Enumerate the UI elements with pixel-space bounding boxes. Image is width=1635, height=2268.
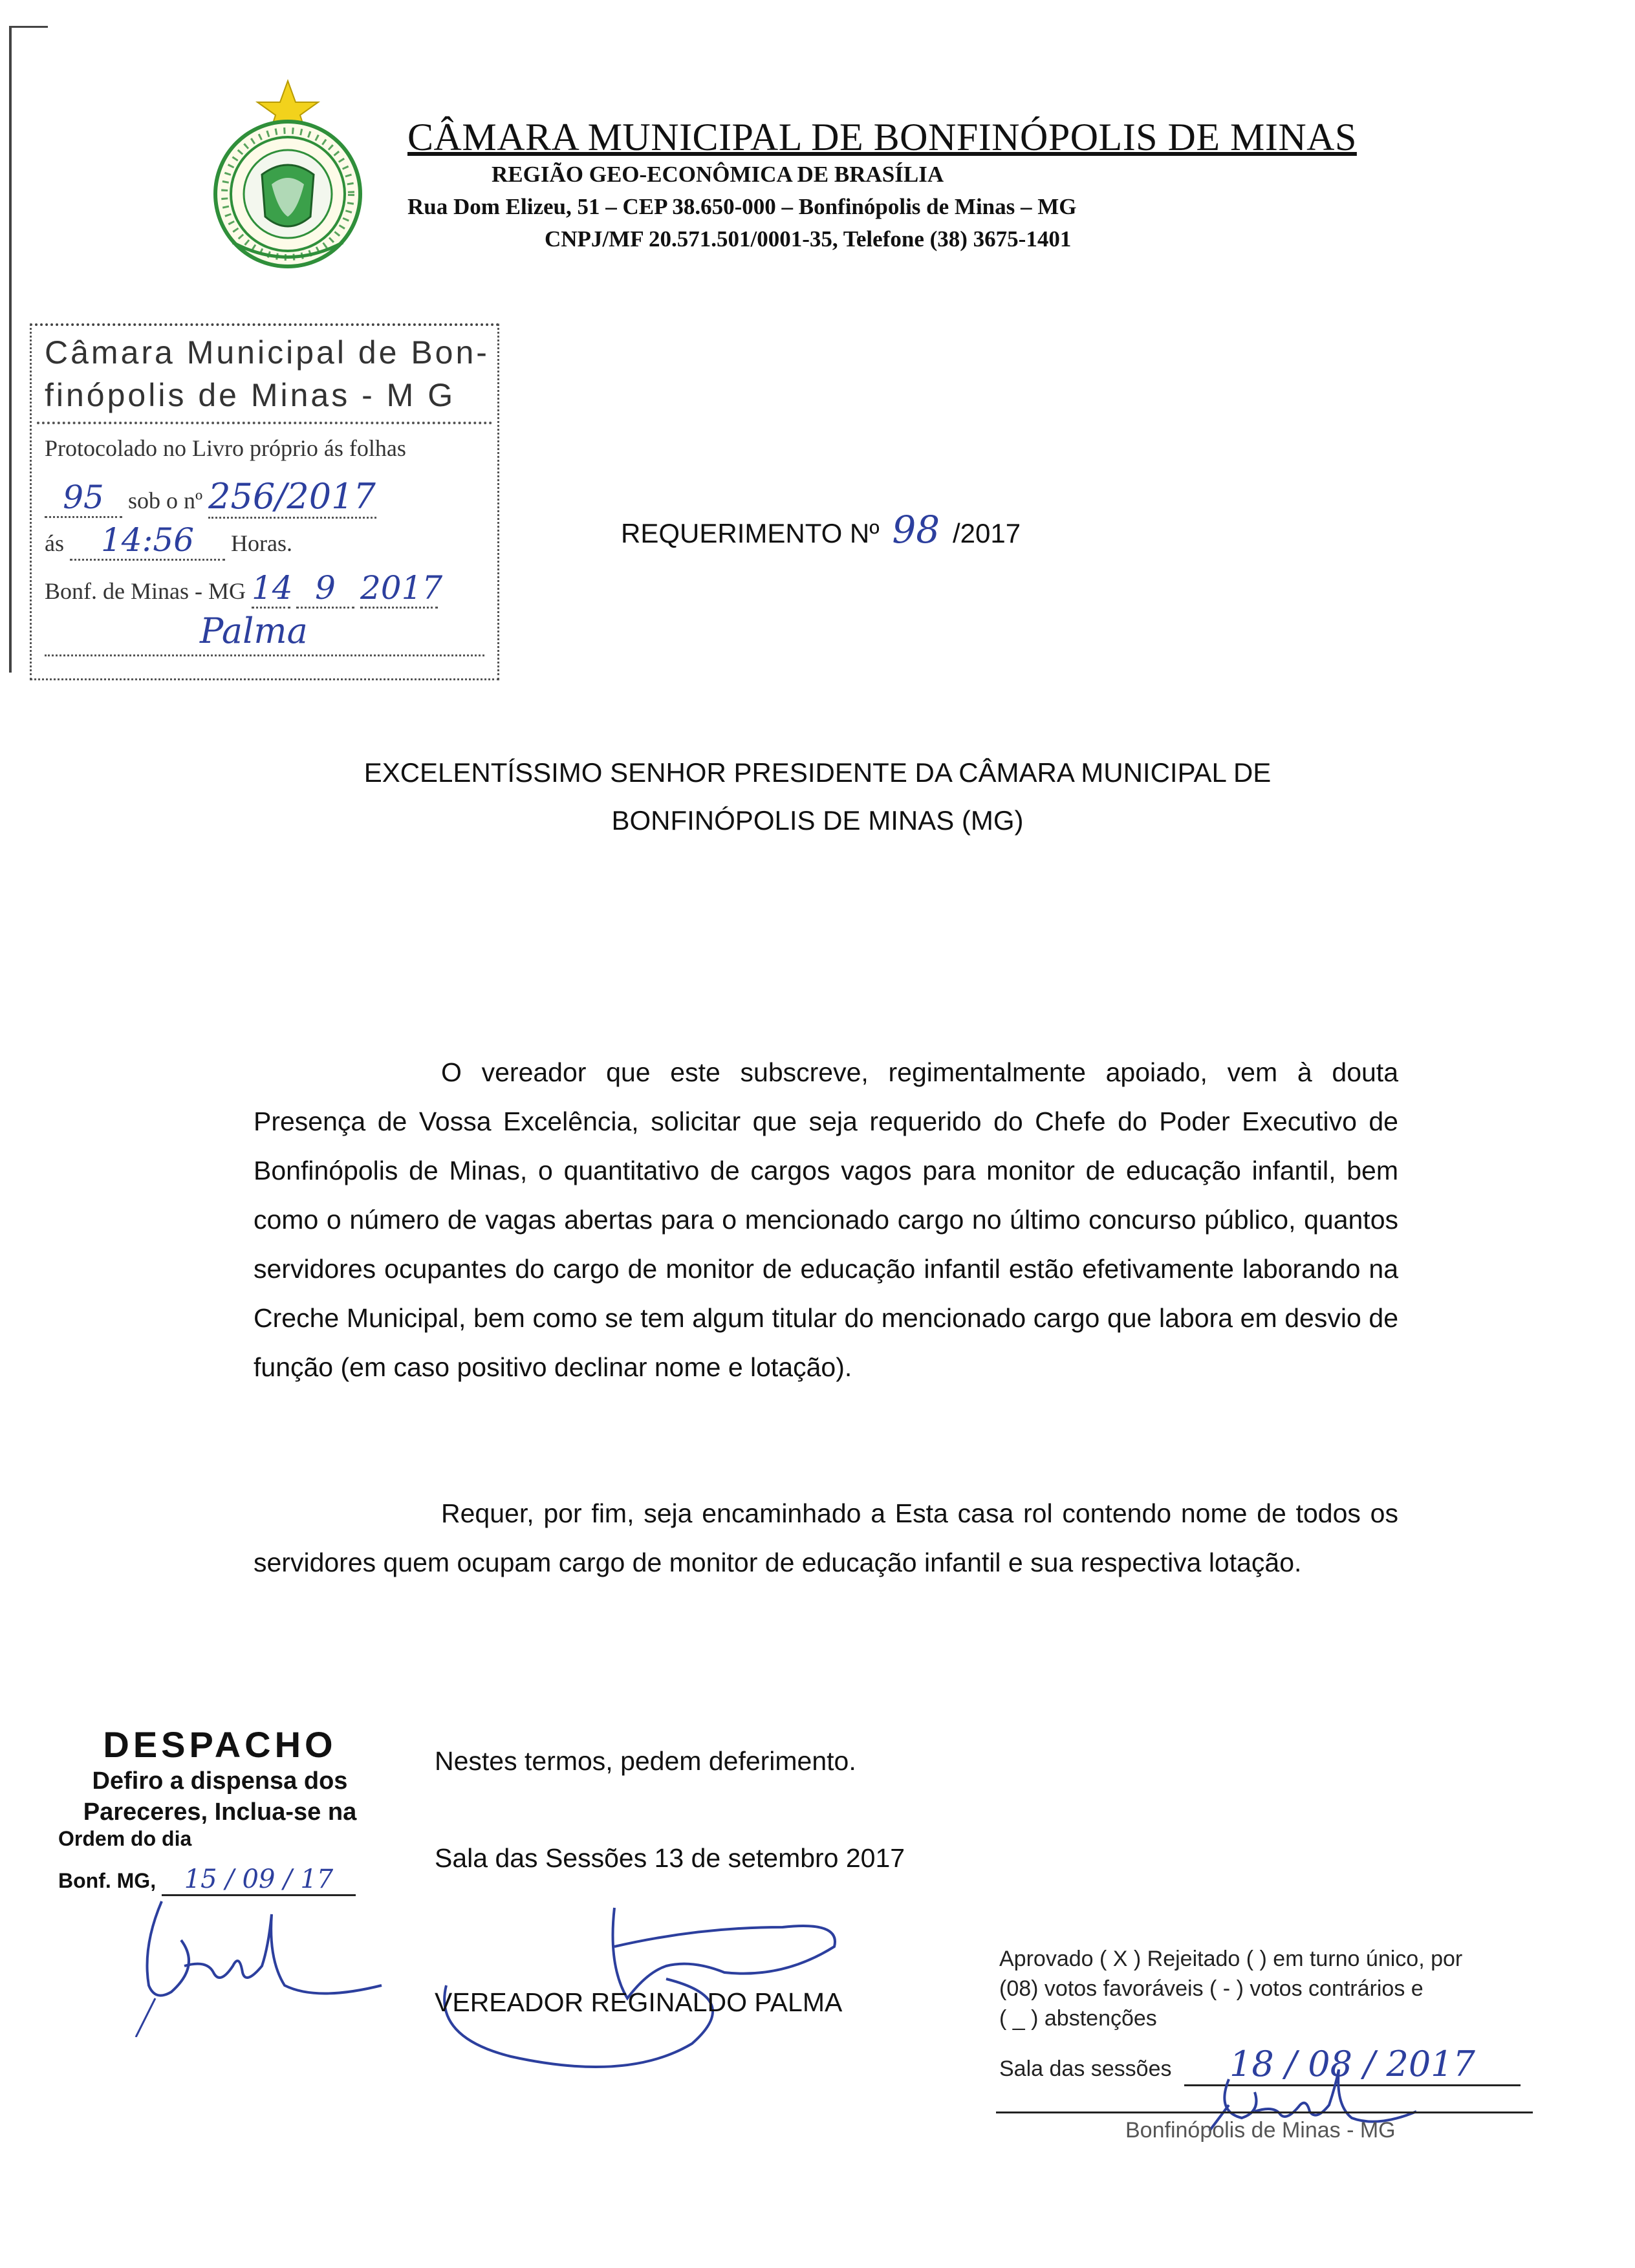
stamp-time-line xyxy=(45,521,292,561)
body-paragraph-1-text: O vereador que este subscreve, regimentalmente apoiado, vem à douta Presença de Vossa Excelência, solicitar que seja requerido do Chefe do Poder Executivo de Bonfinópolis de Minas, o quantitativo de cargos vagos para monitor de educação infantil, bem como o número de vagas abertas para o mencionado cargo no último concurso público, quantos servidores ocupantes do cargo de monitor de educação infantil estão efetivamente laborando na Creche Municipal, bem como se tem algum titular do mencionado cargo que labora em desvio de função (em caso positivo declinar nome e lotação). xyxy=(254,1057,1398,1382)
requerimento-label: REQUERIMENTO Nº xyxy=(621,518,880,548)
despacho-line3: Ordem do dia xyxy=(58,1827,192,1850)
requerimento-number: 98 xyxy=(892,508,940,552)
municipal-seal-icon xyxy=(194,78,382,272)
scan-edge-left xyxy=(9,26,12,673)
stamp-horas-label: Horas. xyxy=(231,530,292,556)
despacho-line2: Pareceres, Inclua-se na xyxy=(83,1798,357,1826)
stamp-sob-label: sob o nº xyxy=(128,488,203,513)
despacho-date: 15 / 09 / 17 xyxy=(162,1864,356,1896)
protocol-stamp xyxy=(30,323,499,680)
body-paragraph-2 xyxy=(254,1489,1398,1587)
vote-sala-label: Sala das sessões xyxy=(999,2057,1172,2081)
despacho-stamp xyxy=(52,1723,388,1828)
letterhead-cnpj: CNPJ/MF 20.571.501/0001-35, Telefone (38) 3675-1401 xyxy=(545,226,1072,252)
letterhead-region: REGIÃO GEO-ECONÔMICA DE BRASÍLIA xyxy=(492,162,944,187)
stamp-hora: 14:56 xyxy=(70,521,225,561)
despacho-bonf-label: Bonf. MG, xyxy=(58,1869,157,1892)
despacho-signature-icon xyxy=(123,1888,395,2037)
vote-date: 18 / 08 / 2017 xyxy=(1184,2044,1521,2086)
vote-line2: (08) votos favoráveis ( - ) votos contrários e xyxy=(999,1976,1424,2001)
stamp-ano: 2017 xyxy=(360,569,438,609)
scan-edge-top xyxy=(9,26,48,28)
requerimento-year: /2017 xyxy=(952,518,1021,548)
stamp-dia: 14 xyxy=(252,569,290,609)
vereador-signature-icon xyxy=(420,1888,847,2082)
addressee-line1: EXCELENTÍSSIMO SENHOR PRESIDENTE DA CÂMARA MUNICIPAL DE xyxy=(363,757,1272,788)
stamp-protocol-line: Protocolado no Livro próprio ás folhas xyxy=(45,435,406,461)
letterhead-title: CÂMARA MUNICIPAL DE BONFINÓPOLIS DE MINAS xyxy=(407,116,1357,158)
vote-footer: Bonfinópolis de Minas - MG xyxy=(1125,2118,1396,2143)
despacho-title: DESPACHO xyxy=(103,1724,337,1765)
stamp-numero: 256/2017 xyxy=(208,476,376,519)
stamp-as-label: ás xyxy=(45,530,64,556)
stamp-folhas: 95 xyxy=(45,479,122,518)
vote-line3: ( _ ) abstenções xyxy=(999,2006,1157,2031)
requerimento-heading xyxy=(621,508,1021,552)
letterhead-address: Rua Dom Elizeu, 51 – CEP 38.650-000 – Bonfinópolis de Minas – MG xyxy=(407,194,1077,219)
body-paragraph-1 xyxy=(254,1048,1398,1392)
closing-termos: Nestes termos, pedem deferimento. xyxy=(435,1746,856,1776)
vote-line1: Aprovado ( X ) Rejeitado ( ) em turno único, por xyxy=(999,1947,1463,1971)
stamp-bonf-label: Bonf. de Minas - MG xyxy=(45,578,246,604)
vote-signature-line xyxy=(996,2111,1533,2113)
stamp-chamber-line1: Câmara Municipal de Bon- xyxy=(45,334,490,371)
addressee-line2: BONFINÓPOLIS DE MINAS (MG) xyxy=(611,805,1024,836)
stamp-chamber-line2: finópolis de Minas - M G xyxy=(45,377,456,413)
stamp-signature-line xyxy=(45,654,484,656)
body-paragraph-2-text: Requer, por fim, seja encaminhado a Esta casa rol contendo nome de todos os servidores quem ocupam cargo de monitor de educação infantil e sua respectiva lotação. xyxy=(254,1498,1398,1577)
stamp-date-line xyxy=(45,569,443,609)
despacho-line1: Defiro a dispensa dos xyxy=(92,1767,348,1795)
stamp-number-line xyxy=(45,476,376,519)
stamp-divider xyxy=(37,422,492,424)
stamp-signature: Palma xyxy=(200,610,308,651)
stamp-mes: 9 xyxy=(296,569,354,609)
closing-vereador: VEREADOR REGINALDO PALMA xyxy=(435,1987,843,2017)
closing-sala: Sala das Sessões 13 de setembro 2017 xyxy=(435,1843,905,1873)
